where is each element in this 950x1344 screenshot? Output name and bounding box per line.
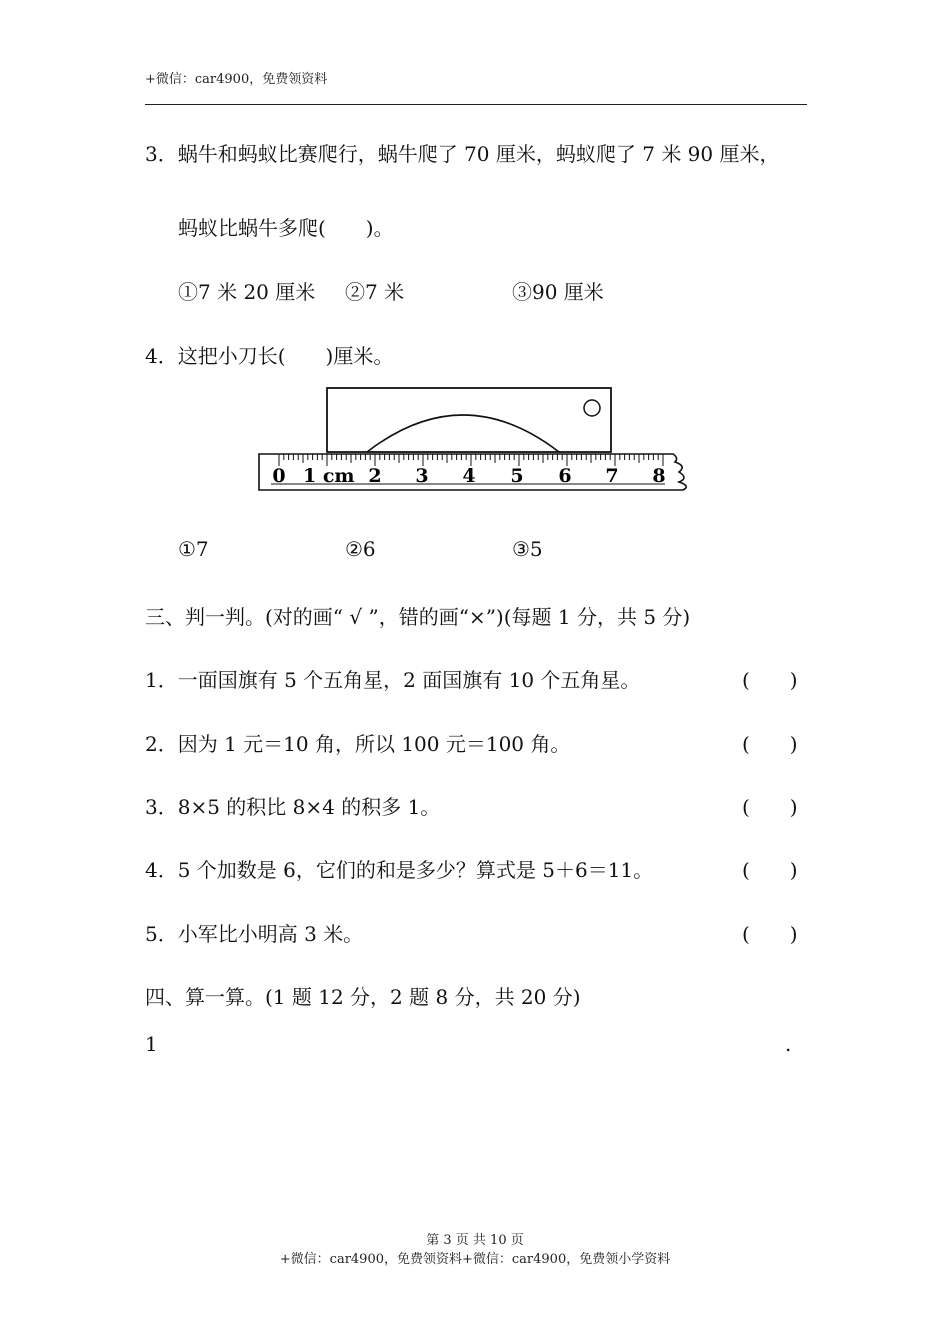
header-divider — [145, 104, 807, 105]
footer-page-number: 第 3 页 共 10 页 — [426, 1233, 524, 1248]
q3-option-3: ③90 厘米 — [512, 280, 604, 304]
ruler-label: 7 — [605, 465, 619, 487]
judge-item-2: 2．因为 1 元＝10 角，所以 100 元＝100 角。 — [145, 732, 571, 756]
judge-item-1: 1．一面国旗有 5 个五角星，2 面国旗有 10 个五角星。 — [145, 668, 641, 692]
q3-line2: 蚂蚁比蜗牛多爬( )。 — [178, 216, 394, 240]
q4-option-1: ①7 — [178, 537, 209, 561]
judge-item-5: 5．小军比小明高 3 米。 — [145, 922, 364, 946]
q4-line1: 4．这把小刀长( )厘米。 — [145, 344, 394, 368]
ruler-label: 0 — [272, 465, 286, 487]
ruler-label: 1 cm — [303, 465, 355, 487]
q3-option-2: ②7 米 — [345, 280, 405, 304]
q4-option-3: ③5 — [512, 537, 543, 561]
section4-item1-dot: . — [785, 1032, 792, 1056]
knife-hole — [584, 400, 600, 416]
knife-blade — [327, 388, 611, 452]
knife-ruler-figure — [255, 384, 700, 494]
q3-line1: 3．蜗牛和蚂蚁比赛爬行，蜗牛爬了 70 厘米，蚂蚁爬了 7 米 90 厘米， — [145, 142, 780, 166]
q4-option-2: ②6 — [345, 537, 376, 561]
section3-title: 三、判一判。(对的画“ √ ”，错的画“×”)(每题 1 分，共 5 分) — [145, 605, 691, 629]
ruler-label: 4 — [462, 465, 476, 487]
judge-answer-blank-4[interactable]: ( ) — [742, 858, 798, 882]
ruler-label: 2 — [368, 465, 382, 487]
judge-answer-blank-2[interactable]: ( ) — [742, 732, 798, 756]
q3-option-1: ①7 米 20 厘米 — [178, 280, 316, 304]
header-watermark: +微信：car4900，免费领资料 — [145, 72, 328, 87]
footer-watermark: +微信：car4900，免费领资料+微信：car4900，免费领小学资料 — [279, 1252, 671, 1267]
judge-item-3: 3．8×5 的积比 8×4 的积多 1。 — [145, 795, 441, 819]
judge-answer-blank-1[interactable]: ( ) — [742, 668, 798, 692]
section4-item1-number: 1 — [145, 1032, 158, 1056]
judge-item-4: 4．5 个加数是 6，它们的和是多少？算式是 5＋6＝11。 — [145, 858, 654, 882]
section4-title: 四、算一算。(1 题 12 分，2 题 8 分，共 20 分) — [145, 985, 581, 1009]
judge-answer-blank-5[interactable]: ( ) — [742, 922, 798, 946]
judge-answer-blank-3[interactable]: ( ) — [742, 795, 798, 819]
ruler-label: 8 — [652, 465, 666, 487]
ruler-label: 5 — [510, 465, 524, 487]
ruler-label: 6 — [558, 465, 572, 487]
ruler-label: 3 — [415, 465, 429, 487]
